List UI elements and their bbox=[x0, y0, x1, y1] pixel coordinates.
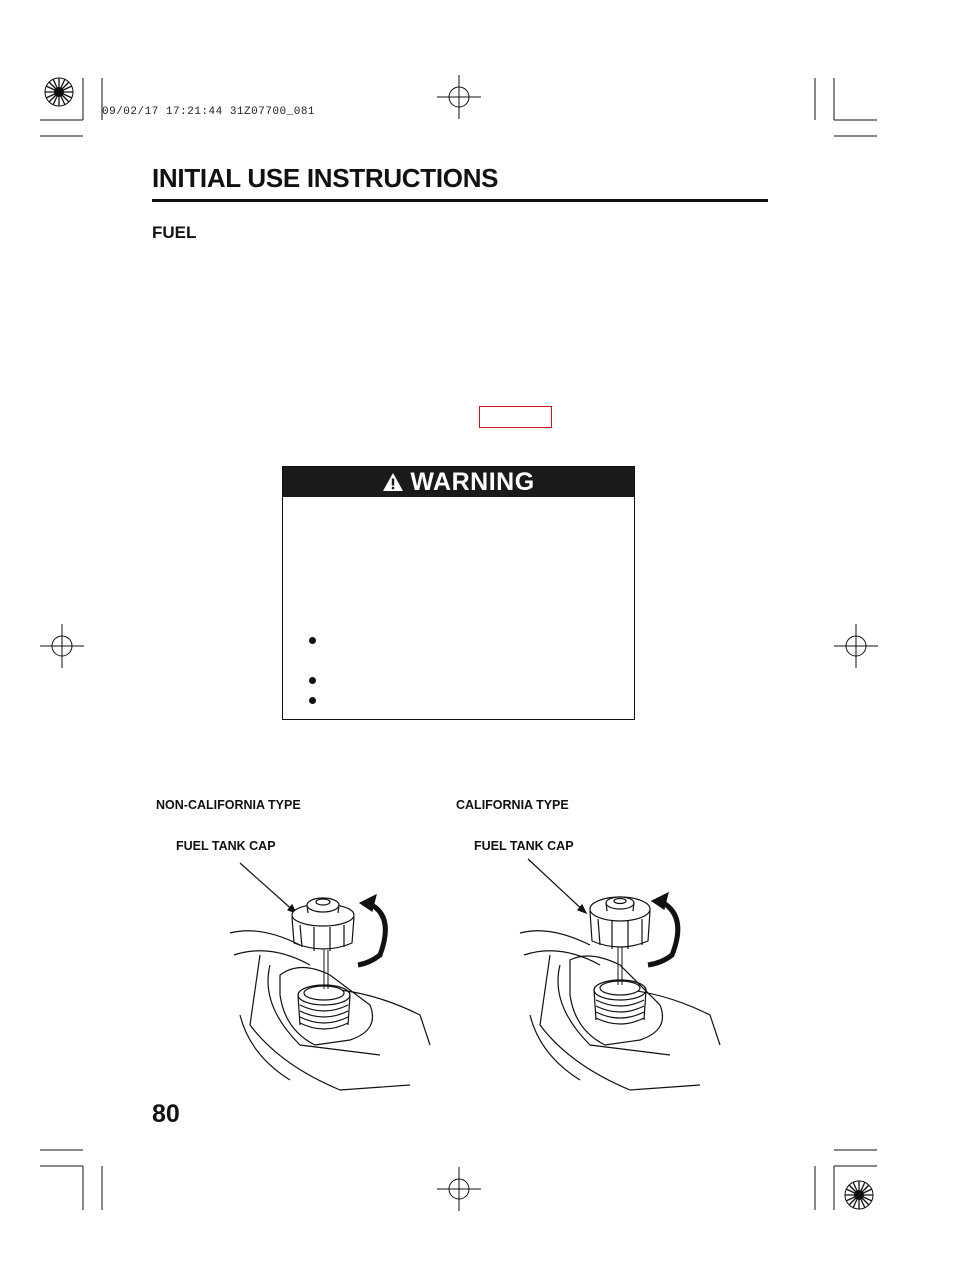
print-stamp: 09/02/17 17:21:44 31Z07700_081 bbox=[102, 106, 316, 118]
warning-bullet-2 bbox=[309, 677, 316, 684]
warning-header bbox=[283, 467, 634, 497]
warning-label: WARNING bbox=[410, 467, 535, 496]
starburst-target-top-left bbox=[45, 78, 73, 106]
warning-bullet-3 bbox=[309, 697, 316, 704]
figure-right-type-label: CALIFORNIA TYPE bbox=[456, 798, 569, 812]
figure-left-part-label: FUEL TANK CAP bbox=[176, 839, 276, 853]
figure-right-part-label: FUEL TANK CAP bbox=[474, 839, 574, 853]
starburst-target-bottom-right bbox=[845, 1181, 873, 1209]
figure-left-type-label: NON-CALIFORNIA TYPE bbox=[156, 798, 301, 812]
section-heading: FUEL bbox=[152, 223, 197, 242]
page-number: 80 bbox=[152, 1100, 180, 1128]
fuel-tank-cap-illustration-right bbox=[510, 855, 730, 1095]
warning-triangle-icon bbox=[382, 472, 404, 492]
warning-box bbox=[282, 466, 635, 720]
warning-bullet-1 bbox=[309, 637, 316, 644]
title-rule bbox=[152, 199, 768, 202]
page-title: INITIAL USE INSTRUCTIONS bbox=[152, 163, 499, 193]
fuel-tank-cap-illustration-left bbox=[220, 855, 440, 1095]
highlight-box bbox=[479, 406, 552, 428]
